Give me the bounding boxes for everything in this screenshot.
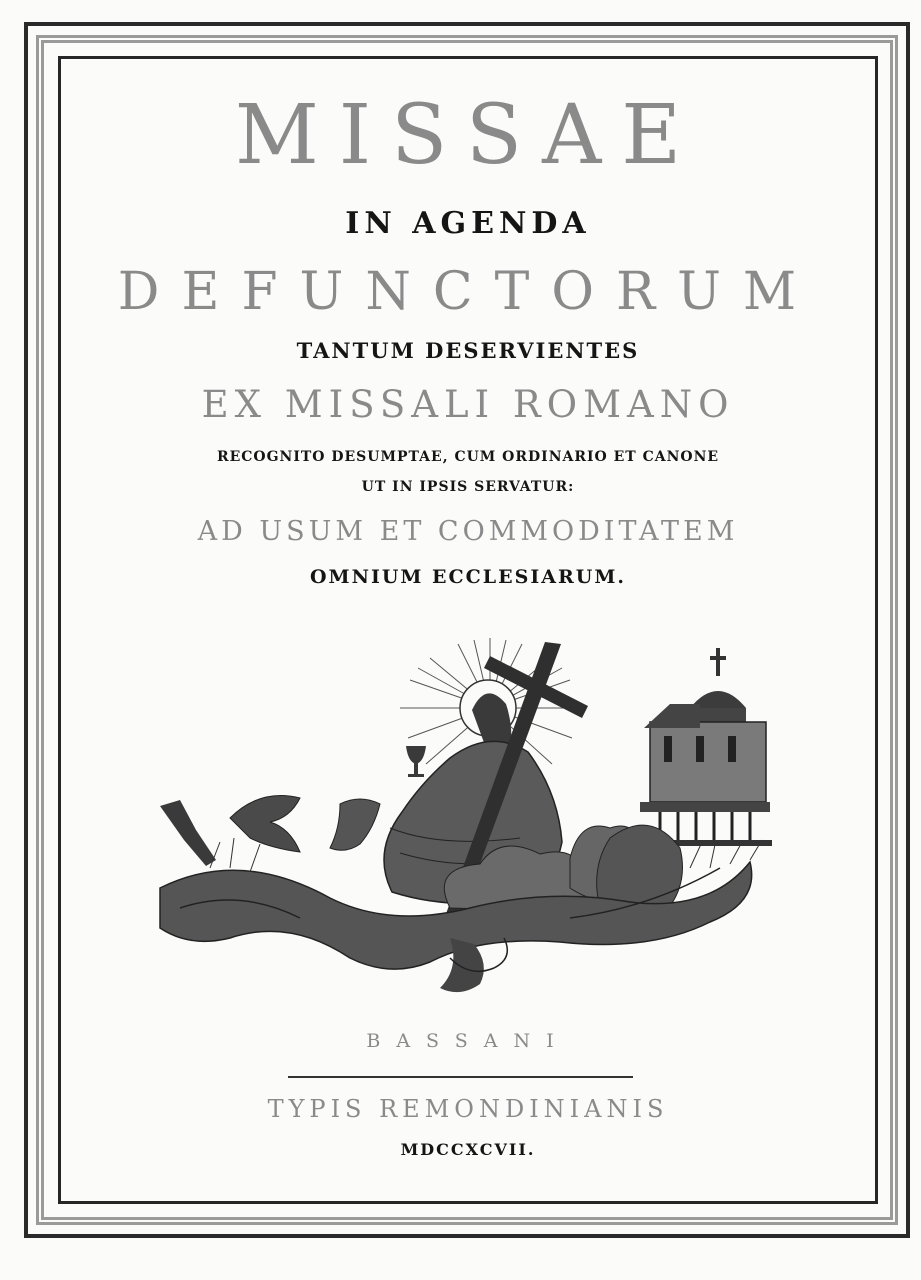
- imprint-place: BASSANI: [366, 1030, 570, 1052]
- imprint-year: MDCCXCVII.: [400, 1140, 536, 1159]
- title-ex-missali-romano: EX MISSALI ROMANO: [201, 383, 735, 426]
- engraving-icon: [150, 628, 780, 1028]
- title-omnium-ecclesiarum: OMNIUM ECCLESIARUM.: [310, 566, 626, 588]
- title-ad-usum: AD USUM ET COMMODITATEM: [197, 516, 739, 547]
- title-tantum-deservientes: TANTUM DESERVIENTES: [296, 338, 640, 363]
- title-missae: MISSAE: [234, 88, 702, 183]
- subtitle-recognito: RECOGNITO DESUMPTAE, CUM ORDINARIO ET CANONE: [216, 449, 720, 465]
- title-in-agenda: IN AGENDA: [345, 206, 591, 241]
- imprint-printer: TYPIS REMONDINIANIS: [267, 1095, 669, 1123]
- title-defunctorum: DEFUNCTORUM: [117, 262, 819, 322]
- imprint-rule: [288, 1076, 633, 1078]
- subtitle-ut-in-ipsis: UT IN IPSIS SERVATUR:: [361, 479, 575, 495]
- temple-icon: [638, 648, 772, 846]
